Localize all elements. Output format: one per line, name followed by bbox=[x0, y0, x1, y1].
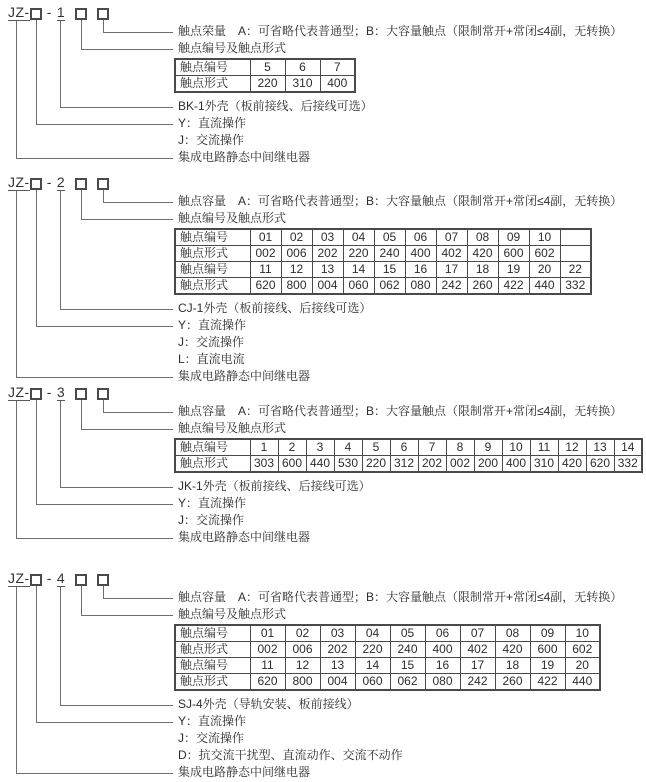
label-contact: 触点编号及触点形式 bbox=[178, 41, 287, 55]
model-code bbox=[8, 175, 644, 191]
table-cell: 260 bbox=[495, 674, 530, 691]
table-cell: 402 bbox=[436, 246, 467, 262]
table-cell: 10 bbox=[565, 625, 600, 642]
leader-line-horizontal bbox=[60, 107, 173, 108]
table-cell: 200 bbox=[474, 456, 502, 473]
leader-line-horizontal bbox=[36, 326, 173, 327]
table-cell: 17 bbox=[436, 262, 467, 278]
table-cell: 220 bbox=[355, 642, 390, 658]
table-row bbox=[175, 642, 600, 658]
table-cell: 15 bbox=[390, 658, 425, 674]
table-cell: 12 bbox=[558, 439, 586, 456]
label-case: SJ-4外壳（导轨安装、板前接线） bbox=[178, 697, 359, 711]
table-cell: 060 bbox=[343, 278, 374, 295]
table-cell: 12 bbox=[285, 658, 320, 674]
table-cell: 7 bbox=[418, 439, 446, 456]
leader-line-vertical bbox=[60, 191, 61, 309]
table-cell: 7 bbox=[320, 59, 355, 76]
leader-line-vertical bbox=[16, 21, 17, 158]
table-cell: 202 bbox=[320, 642, 355, 658]
model-section-2 bbox=[8, 175, 644, 385]
table-cell bbox=[560, 246, 591, 262]
table-cell: 260 bbox=[467, 278, 498, 295]
model-code bbox=[8, 5, 644, 21]
table-cell: 03 bbox=[312, 229, 343, 246]
leader-line-vertical bbox=[103, 400, 104, 412]
table-cell: 01 bbox=[250, 229, 281, 246]
leader-line-horizontal bbox=[60, 705, 173, 706]
table-cell: 07 bbox=[460, 625, 495, 642]
table-cell: 14 bbox=[343, 262, 374, 278]
table-cell: 8 bbox=[446, 439, 474, 456]
table-cell: 6 bbox=[285, 59, 320, 76]
table-cell: 13 bbox=[320, 658, 355, 674]
leader-line-horizontal bbox=[16, 377, 173, 378]
table-cell: 420 bbox=[467, 246, 498, 262]
table-row bbox=[175, 456, 642, 473]
code-separator: - bbox=[46, 384, 52, 400]
code-number: 3 bbox=[56, 384, 66, 400]
table-row bbox=[175, 674, 600, 691]
table-row bbox=[175, 625, 600, 642]
option-box bbox=[97, 574, 109, 586]
option-box bbox=[97, 178, 109, 190]
table-cell: 220 bbox=[362, 456, 390, 473]
table-row bbox=[175, 262, 591, 278]
leader-line-vertical bbox=[36, 400, 37, 504]
contact-form-table bbox=[174, 624, 601, 691]
code-number: 4 bbox=[56, 570, 66, 586]
option-box bbox=[75, 8, 87, 20]
table-cell bbox=[560, 229, 591, 246]
table-cell: 002 bbox=[250, 642, 285, 658]
table-cell: 02 bbox=[281, 229, 312, 246]
table-cell: 422 bbox=[530, 674, 565, 691]
table-cell: 03 bbox=[320, 625, 355, 642]
table-cell: 07 bbox=[436, 229, 467, 246]
label-anti-interference: D：抗交流干扰型、直流动作、交流不动作 bbox=[178, 748, 403, 762]
leader-line-vertical bbox=[81, 586, 82, 615]
label-ac-operate: J：交流操作 bbox=[178, 513, 245, 527]
option-box bbox=[75, 388, 87, 400]
leader-line-vertical bbox=[36, 190, 37, 326]
table-cell: 002 bbox=[250, 246, 281, 262]
table-cell: 440 bbox=[306, 456, 334, 473]
leader-line-horizontal bbox=[16, 538, 173, 539]
label-dc-operate: Y：直流操作 bbox=[178, 496, 247, 510]
table-cell: 14 bbox=[355, 658, 390, 674]
table-cell: 303 bbox=[250, 456, 278, 473]
contact-form-table bbox=[174, 58, 356, 93]
option-box bbox=[97, 388, 109, 400]
table-cell: 16 bbox=[425, 658, 460, 674]
section-rows bbox=[8, 193, 644, 385]
table-cell: 620 bbox=[250, 278, 281, 295]
table-cell: 20 bbox=[529, 262, 560, 278]
table-cell: 620 bbox=[586, 456, 614, 473]
table-cell: 18 bbox=[467, 262, 498, 278]
leader-line-vertical bbox=[60, 21, 61, 107]
table-cell: 08 bbox=[495, 625, 530, 642]
table-cell: 05 bbox=[390, 625, 425, 642]
table-cell: 060 bbox=[355, 674, 390, 691]
table-cell: 242 bbox=[460, 674, 495, 691]
table-cell: 2 bbox=[278, 439, 306, 456]
option-box bbox=[30, 178, 42, 190]
table-cell: 15 bbox=[374, 262, 405, 278]
table-cell: 602 bbox=[565, 642, 600, 658]
table-cell: 440 bbox=[565, 674, 600, 691]
table-cell: 400 bbox=[425, 642, 460, 658]
table-cell: 332 bbox=[560, 278, 591, 295]
leader-line-vertical bbox=[16, 401, 17, 538]
option-box bbox=[75, 178, 87, 190]
table-cell: 09 bbox=[530, 625, 565, 642]
leader-line-horizontal bbox=[81, 219, 173, 220]
label-contact: 触点编号及触点形式 bbox=[178, 421, 287, 435]
leader-line-vertical bbox=[16, 191, 17, 377]
model-section-3 bbox=[8, 385, 644, 546]
table-cell: 002 bbox=[446, 456, 474, 473]
table-cell: 5 bbox=[250, 59, 285, 76]
table-cell: 400 bbox=[502, 456, 530, 473]
table-cell: 400 bbox=[405, 246, 436, 262]
leader-line-horizontal bbox=[103, 598, 173, 599]
table-cell: 620 bbox=[250, 674, 285, 691]
code-prefix: JZ- bbox=[8, 174, 30, 190]
table-cell: 240 bbox=[390, 642, 425, 658]
table-cell: 312 bbox=[390, 456, 418, 473]
table-cell: 600 bbox=[278, 456, 306, 473]
table-cell: 004 bbox=[320, 674, 355, 691]
contact-table-wrapper bbox=[174, 624, 644, 691]
leader-line-horizontal bbox=[16, 773, 173, 774]
code-number: 2 bbox=[56, 174, 66, 190]
table-cell: 08 bbox=[467, 229, 498, 246]
table-cell: 6 bbox=[390, 439, 418, 456]
table-cell: 420 bbox=[558, 456, 586, 473]
code-separator: - bbox=[46, 570, 52, 586]
table-row bbox=[175, 439, 642, 456]
leader-line-horizontal bbox=[36, 722, 173, 723]
table-cell: 11 bbox=[250, 262, 281, 278]
table-cell: 400 bbox=[320, 76, 355, 93]
row-header-cell: 触点编号 bbox=[175, 262, 250, 278]
label-dc-current: L：直流电流 bbox=[178, 352, 245, 366]
model-code bbox=[8, 385, 644, 401]
table-cell: 02 bbox=[285, 625, 320, 642]
leader-line-vertical bbox=[103, 586, 104, 598]
code-prefix: JZ- bbox=[8, 384, 30, 400]
table-cell: 11 bbox=[530, 439, 558, 456]
table-cell: 402 bbox=[460, 642, 495, 658]
option-box bbox=[75, 574, 87, 586]
table-cell: 14 bbox=[614, 439, 642, 456]
label-dc-operate: Y：直流操作 bbox=[178, 714, 247, 728]
table-cell: 202 bbox=[312, 246, 343, 262]
leader-line-vertical bbox=[81, 400, 82, 429]
table-cell: 5 bbox=[362, 439, 390, 456]
row-header-cell: 触点形式 bbox=[175, 674, 250, 691]
code-separator: - bbox=[46, 174, 52, 190]
label-relay-type: 集成电路静态中间继电器 bbox=[178, 150, 311, 164]
row-header-cell: 触点形式 bbox=[175, 642, 250, 658]
leader-line-vertical bbox=[36, 20, 37, 124]
table-cell: 006 bbox=[285, 642, 320, 658]
label-relay-type: 集成电路静态中间继电器 bbox=[178, 369, 311, 383]
label-relay-type: 集成电路静态中间继电器 bbox=[178, 530, 311, 544]
row-header-cell: 触点编号 bbox=[175, 439, 250, 456]
leader-line-vertical bbox=[60, 401, 61, 487]
table-cell: 062 bbox=[374, 278, 405, 295]
table-row bbox=[175, 229, 591, 246]
leader-line-horizontal bbox=[36, 504, 173, 505]
leader-line-vertical bbox=[36, 586, 37, 722]
table-cell: 080 bbox=[425, 674, 460, 691]
table-cell: 06 bbox=[405, 229, 436, 246]
section-rows bbox=[8, 23, 644, 166]
table-cell: 1 bbox=[250, 439, 278, 456]
table-cell: 04 bbox=[343, 229, 374, 246]
model-section-1 bbox=[8, 5, 644, 166]
label-case: BK-1外壳（板前接线、后接线可选） bbox=[178, 99, 373, 113]
label-capacity: 触点容量 A：可省略代表普通型；B：大容量触点（限制常开+常闭≤4副，无转换） bbox=[178, 404, 623, 418]
model-section-4 bbox=[8, 571, 644, 781]
leader-line-horizontal bbox=[36, 124, 173, 125]
table-cell: 062 bbox=[390, 674, 425, 691]
leader-line-horizontal bbox=[81, 49, 173, 50]
table-cell: 332 bbox=[614, 456, 642, 473]
label-capacity: 触点容量 A：可省略代表普通型；B：大容量触点（限制常开+常闭≤4副，无转换） bbox=[178, 194, 623, 208]
row-header-cell: 触点形式 bbox=[175, 246, 250, 262]
contact-table-wrapper bbox=[174, 58, 644, 93]
leader-line-horizontal bbox=[81, 429, 173, 430]
label-contact: 触点编号及触点形式 bbox=[178, 607, 287, 621]
label-dc-operate: Y：直流操作 bbox=[178, 318, 247, 332]
table-cell: 04 bbox=[355, 625, 390, 642]
row-header-cell: 触点编号 bbox=[175, 229, 250, 246]
leader-line-vertical bbox=[81, 20, 82, 49]
table-cell: 004 bbox=[312, 278, 343, 295]
contact-form-table bbox=[174, 438, 643, 473]
table-cell: 19 bbox=[530, 658, 565, 674]
table-row bbox=[175, 658, 600, 674]
section-rows bbox=[8, 403, 644, 546]
code-number: 1 bbox=[56, 4, 66, 20]
table-cell: 10 bbox=[502, 439, 530, 456]
table-cell: 220 bbox=[343, 246, 374, 262]
table-cell: 006 bbox=[281, 246, 312, 262]
leader-line-horizontal bbox=[60, 487, 173, 488]
label-ac-operate: J：交流操作 bbox=[178, 133, 245, 147]
row-header-cell: 触点形式 bbox=[175, 76, 250, 93]
label-relay-type: 集成电路静态中间继电器 bbox=[178, 765, 311, 779]
label-ac-operate: J：交流操作 bbox=[178, 335, 245, 349]
table-cell: 18 bbox=[495, 658, 530, 674]
leader-line-horizontal bbox=[103, 202, 173, 203]
table-cell: 09 bbox=[498, 229, 529, 246]
table-cell: 800 bbox=[281, 278, 312, 295]
option-box bbox=[30, 574, 42, 586]
leader-line-vertical bbox=[103, 20, 104, 32]
label-capacity: 触点容量 A：可省略代表普通型；B：大容量触点（限制常开+常闭≤4副，无转换） bbox=[178, 590, 623, 604]
table-cell: 9 bbox=[474, 439, 502, 456]
contact-table-wrapper bbox=[174, 438, 644, 473]
table-cell: 01 bbox=[250, 625, 285, 642]
model-code bbox=[8, 571, 644, 587]
row-header-cell: 触点编号 bbox=[175, 658, 250, 674]
table-cell: 202 bbox=[418, 456, 446, 473]
table-cell: 240 bbox=[374, 246, 405, 262]
table-cell: 220 bbox=[250, 76, 285, 93]
row-header-cell: 触点编号 bbox=[175, 625, 250, 642]
table-cell: 602 bbox=[529, 246, 560, 262]
table-row bbox=[175, 76, 355, 93]
table-cell: 17 bbox=[460, 658, 495, 674]
table-cell: 20 bbox=[565, 658, 600, 674]
table-row bbox=[175, 59, 355, 76]
table-cell: 242 bbox=[436, 278, 467, 295]
label-case: JK-1外壳（板前接线、后接线可选） bbox=[178, 479, 371, 493]
option-box bbox=[30, 8, 42, 20]
table-row bbox=[175, 278, 591, 295]
leader-line-horizontal bbox=[103, 412, 173, 413]
table-cell: 310 bbox=[530, 456, 558, 473]
leader-line-horizontal bbox=[16, 158, 173, 159]
table-cell: 080 bbox=[405, 278, 436, 295]
table-cell: 11 bbox=[250, 658, 285, 674]
label-dc-operate: Y：直流操作 bbox=[178, 116, 247, 130]
table-cell: 06 bbox=[425, 625, 460, 642]
leader-line-vertical bbox=[16, 587, 17, 773]
row-header-cell: 触点编号 bbox=[175, 59, 250, 76]
table-cell: 310 bbox=[285, 76, 320, 93]
label-ac-operate: J：交流操作 bbox=[178, 731, 245, 745]
table-cell: 19 bbox=[498, 262, 529, 278]
table-cell: 10 bbox=[529, 229, 560, 246]
label-capacity: 触点荣量 A：可省略代表普通型；B：大容量触点（限制常开+常闭≤4副，无转换） bbox=[178, 24, 623, 38]
table-cell: 05 bbox=[374, 229, 405, 246]
table-cell: 13 bbox=[312, 262, 343, 278]
label-case: CJ-1外壳（板前接线、后接线可选） bbox=[178, 301, 372, 315]
code-prefix: JZ- bbox=[8, 570, 30, 586]
row-header-cell: 触点形式 bbox=[175, 278, 250, 295]
table-cell: 16 bbox=[405, 262, 436, 278]
table-cell: 600 bbox=[498, 246, 529, 262]
table-cell: 3 bbox=[306, 439, 334, 456]
leader-line-vertical bbox=[81, 190, 82, 219]
table-cell: 4 bbox=[334, 439, 362, 456]
contact-table-wrapper bbox=[174, 228, 644, 295]
table-cell: 422 bbox=[498, 278, 529, 295]
leader-line-horizontal bbox=[60, 309, 173, 310]
label-contact: 触点编号及触点形式 bbox=[178, 211, 287, 225]
section-rows bbox=[8, 589, 644, 781]
table-cell: 22 bbox=[560, 262, 591, 278]
table-cell: 420 bbox=[495, 642, 530, 658]
row-header-cell: 触点形式 bbox=[175, 456, 250, 473]
leader-line-horizontal bbox=[81, 615, 173, 616]
leader-line-vertical bbox=[103, 190, 104, 202]
table-row bbox=[175, 246, 591, 262]
code-prefix: JZ- bbox=[8, 4, 30, 20]
contact-form-table bbox=[174, 228, 592, 295]
leader-line-horizontal bbox=[103, 32, 173, 33]
table-cell: 440 bbox=[529, 278, 560, 295]
table-cell: 12 bbox=[281, 262, 312, 278]
table-cell: 13 bbox=[586, 439, 614, 456]
leader-line-vertical bbox=[60, 587, 61, 705]
table-cell: 800 bbox=[285, 674, 320, 691]
code-separator: - bbox=[46, 4, 52, 20]
option-box bbox=[97, 8, 109, 20]
table-cell: 530 bbox=[334, 456, 362, 473]
table-cell: 600 bbox=[530, 642, 565, 658]
option-box bbox=[30, 388, 42, 400]
